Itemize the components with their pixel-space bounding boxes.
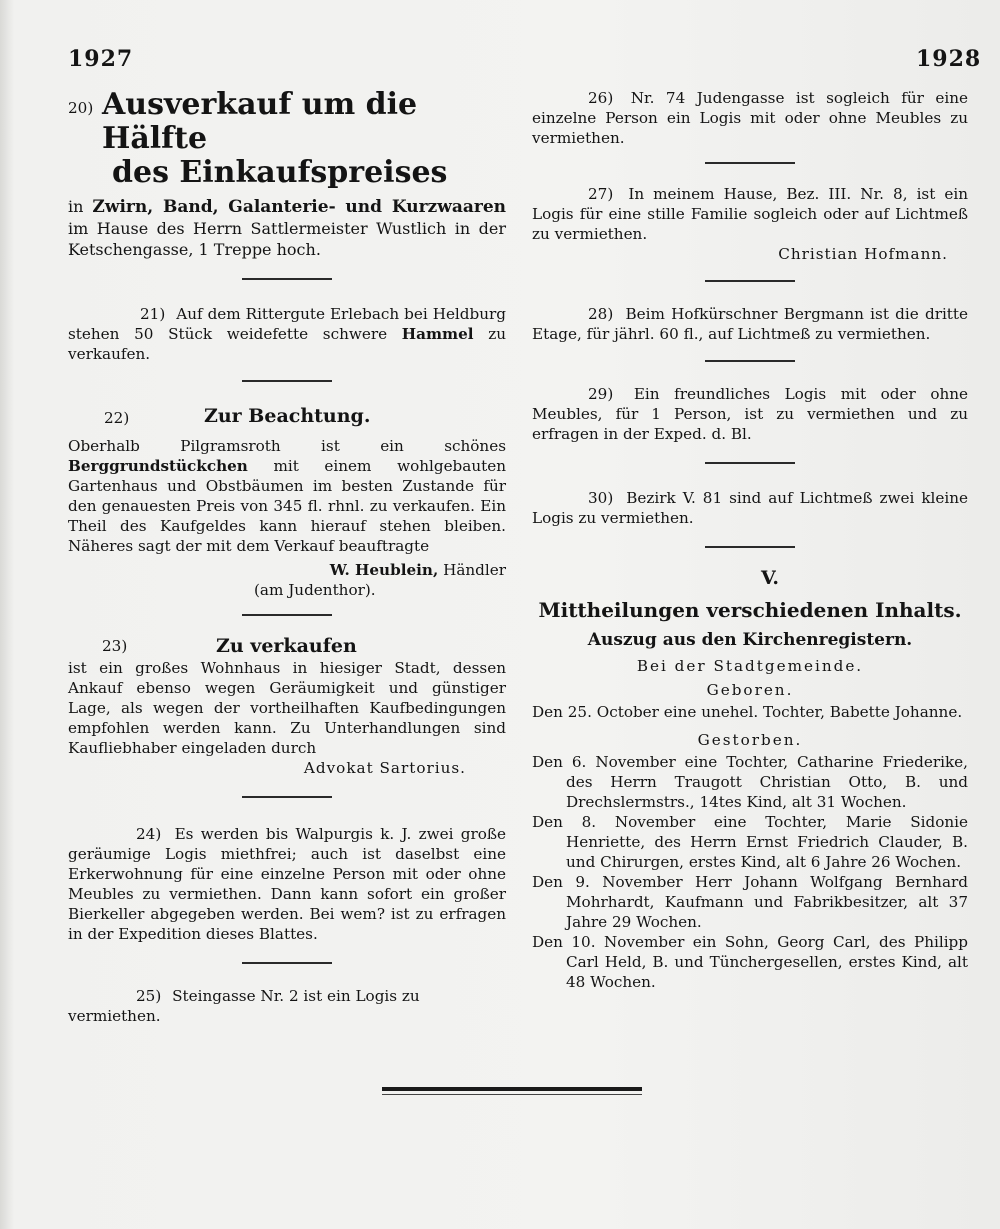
entry-26 xyxy=(532,88,968,148)
entry-22-text-a: Oberhalb Pilgramsroth ist ein schönes xyxy=(68,437,506,455)
entry-number: 26) xyxy=(588,89,614,107)
separator xyxy=(705,462,795,464)
entry-20-text-c: im Hause des Herrn Sattlermeister Wustlich in der Ketschengasse, 1 Treppe hoch. xyxy=(68,219,506,259)
entry-22-title: Zur Beachtung. xyxy=(204,405,371,427)
entry-23-text: ist ein großes Wohnhaus in hiesiger Stadt, dessen Ankauf ebenso wegen Geräumigkeit und günstiger Lage, als wegen der vortheilhaften Kaufbedingungen empfohlen werden kann. Zu Unterhandlungen sind Kaufliebhaber eingeladen durch xyxy=(68,659,506,757)
died-entry: Den 6. November eine Tochter, Catharine Friederike, des Herrn Traugott Christian Otto, B. und Drechslermstrs., 14tes Kind, alt 31 Wochen. xyxy=(532,753,968,811)
separator xyxy=(242,796,332,798)
entry-20 xyxy=(68,88,506,260)
died-heading: Gestorben. xyxy=(697,731,803,749)
entry-27-text: In meinem Hause, Bez. III. Nr. 8, ist ein Logis für eine stille Familie sogleich oder auf Lichtmeß zu vermiethen. xyxy=(532,185,968,243)
right-column xyxy=(532,88,968,992)
entry-number: 25) xyxy=(136,987,162,1005)
entry-23-title: Zu verkaufen xyxy=(216,635,357,657)
entry-22-text-c: mit einem wohlgebauten Gartenhaus und Obstbäumen im besten Zustande für den genauesten Preis von 345 fl. rhnl. zu verkaufen. Ein Theil des Kaufgeldes kann hierauf stehen bleiben. Näheres sagt der mit dem Verkauf beauftragte xyxy=(68,457,506,555)
separator xyxy=(242,380,332,382)
entry-21-text-c: zu verkaufen. xyxy=(68,325,507,363)
born-heading: Geboren. xyxy=(706,681,794,699)
separator xyxy=(242,278,332,280)
section-parish: Bei der Stadtgemeinde. xyxy=(636,657,864,675)
died-entry: Den 9. November Herr Johann Wolfgang Bernhard Mohrhardt, Kaufmann und Fabrikbesitzer, alt 37 Jahre 29 Wochen. xyxy=(532,873,968,931)
entry-number: 21) xyxy=(140,305,166,323)
entry-24 xyxy=(68,824,506,944)
entry-number: 20) xyxy=(68,99,94,117)
entry-29 xyxy=(532,384,968,444)
separator xyxy=(705,546,795,548)
entry-30-text: Bezirk V. 81 sind auf Lichtmeß zwei kleine Logis zu vermiethen. xyxy=(532,489,969,527)
entry-22-sign-role: Händler xyxy=(443,561,506,579)
entry-25-text: Steingasse Nr. 2 ist ein Logis zu vermiethen. xyxy=(68,987,420,1025)
entry-number: 29) xyxy=(588,385,614,403)
entry-25 xyxy=(68,986,506,1026)
section-title: Mittheilungen verschiedenen Inhalts. xyxy=(538,598,962,622)
section-subtitle: Auszug aus den Kirchenregistern. xyxy=(587,630,913,650)
entry-number: 30) xyxy=(588,489,614,507)
entry-number: 27) xyxy=(588,185,614,203)
left-column xyxy=(68,88,506,1026)
entry-21-hammel: Hammel xyxy=(401,325,474,343)
entry-number: 24) xyxy=(136,825,162,843)
entry-24-text: Es werden bis Walpurgis k. J. zwei große geräumige Logis miethfrei; auch ist daselbst eine Erkerwohnung für eine einzelne Person mit oder ohne Meubles zu vermiethen. Dann kann sofort ein großer Bierkeller abgegeben werden. Bei wem? ist zu erfragen in der Expedition dieses Blattes. xyxy=(68,825,507,943)
died-entry: Den 10. November ein Sohn, Georg Carl, des Philipp Carl Held, B. und Tünchergesellen, erstes Kind, alt 48 Wochen. xyxy=(532,933,968,991)
entry-23-sign: Advokat Sartorius. xyxy=(303,759,466,777)
entry-22-sign-place: (am Judenthor). xyxy=(254,581,376,599)
entry-21-text-a: Auf dem Rittergute Erlebach bei Heldburg stehen 50 Stück weidefette schwere xyxy=(68,305,506,343)
separator xyxy=(705,162,795,164)
entry-27 xyxy=(532,184,968,264)
section-roman: V. xyxy=(760,567,780,589)
section-v xyxy=(532,566,968,992)
entry-29-text: Ein freundliches Logis mit oder ohne Meubles, für 1 Person, ist zu vermiethen und zu erfragen in der Exped. d. Bl. xyxy=(532,385,969,443)
entry-20-title-line2: des Einkaufspreises xyxy=(112,155,448,190)
entry-21 xyxy=(68,304,506,364)
entry-30 xyxy=(532,488,968,528)
separator xyxy=(242,614,332,616)
separator xyxy=(705,280,795,282)
bottom-rule xyxy=(382,1087,642,1091)
entry-28-text: Beim Hofkürschner Bergmann ist die dritte Etage, für jährl. 60 fl., auf Lichtmeß zu vermiethen. xyxy=(532,305,969,343)
separator xyxy=(705,360,795,362)
entry-22-sign-name: W. Heublein, xyxy=(329,561,439,579)
separator xyxy=(242,962,332,964)
died-entry: Den 8. November eine Tochter, Marie Sidonie Henriette, des Herrn Ernst Friedrich Clauder, B. und Chirurgen, erstes Kind, alt 6 Jahre 26 Wochen. xyxy=(532,813,968,871)
page-number-right: 1928 xyxy=(916,46,982,72)
entry-number: 22) xyxy=(104,409,130,427)
entry-22 xyxy=(68,404,506,600)
page-number-left: 1927 xyxy=(68,46,134,72)
entry-number: 23) xyxy=(102,637,128,655)
entry-27-sign: Christian Hofmann. xyxy=(778,245,948,263)
entry-26-text: Nr. 74 Judengasse ist sogleich für eine einzelne Person ein Logis mit oder ohne Meubles zu vermiethen. xyxy=(532,89,969,147)
entry-20-title-line1: Ausverkauf um die Hälfte xyxy=(102,87,418,156)
entry-23 xyxy=(68,634,506,778)
bottom-rule-thin xyxy=(382,1094,642,1095)
entry-28 xyxy=(532,304,968,344)
entry-22-bergrund: Berggrundstückchen xyxy=(68,457,248,475)
entry-20-goods: Zwirn, Band, Galanterie- und Kurzwaaren xyxy=(92,197,506,217)
entry-number: 28) xyxy=(588,305,614,323)
entry-20-text-a: in xyxy=(68,197,84,216)
born-entry: Den 25. October eine unehel. Tochter, Babette Johanne. xyxy=(532,703,963,721)
